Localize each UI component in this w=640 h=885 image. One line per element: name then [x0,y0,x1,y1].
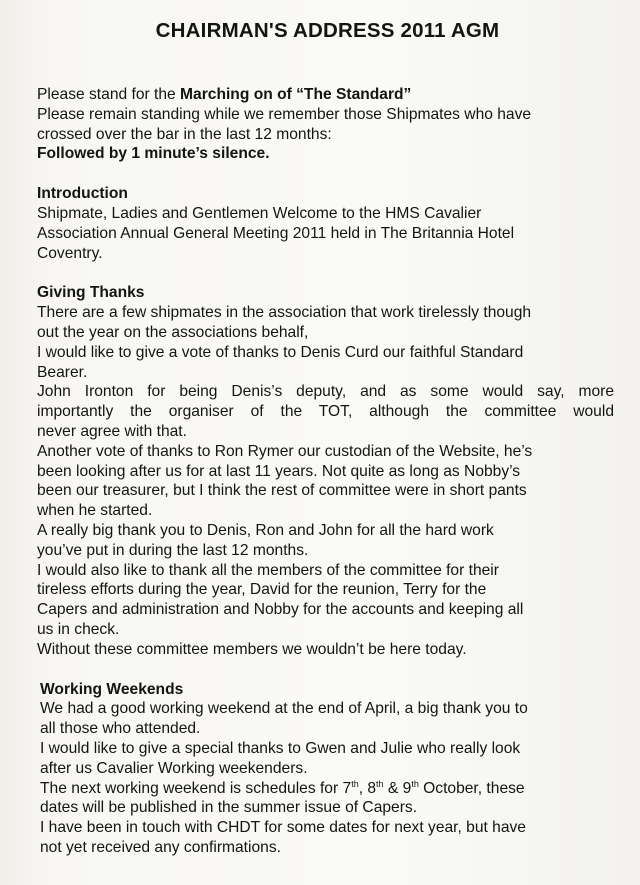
working-weekends-section [37,680,614,858]
opening-line-1-text: Please stand for the [37,86,181,103]
introduction-section [37,184,614,263]
working-weekends-heading: Working Weekends [40,680,184,698]
working-weekends-line: I would like to give a special thanks to Gwen and Julie who really look [40,739,521,757]
giving-thanks-line: I would also like to thank all the members of the committee for their [37,561,499,579]
dates-line-mid: , 8 [358,779,377,797]
giving-thanks-line: when he started. [37,502,153,520]
ordinal-suffix: th [411,778,419,789]
giving-thanks-line: out the year on the associations behalf, [37,323,309,341]
ordinal-suffix: th [376,778,384,789]
opening-section [37,85,614,164]
giving-thanks-line: Capers and administration and Nobby for the accounts and keeping all [37,601,524,619]
page-title: CHAIRMAN'S ADDRESS 2011 AGM [155,19,500,42]
introduction-heading: Introduction [37,185,128,203]
giving-thanks-line: A really big thank you to Denis, Ron and John for all the hard work [37,521,494,539]
opening-line-4-bold: Followed by 1 minute’s silence. [37,145,270,163]
giving-thanks-line: Another vote of thanks to Ron Rymer our custodian of the Website, he’s [37,442,533,460]
dates-line-mid: & 9 [383,779,412,797]
opening-line-2: Please remain standing while we remember those Shipmates who have [37,105,532,123]
dates-line-suffix: October, these [418,779,525,797]
giving-thanks-section [37,283,614,659]
working-weekends-line: I have been in touch with CHDT for some dates for next year, but have [40,819,526,837]
giving-thanks-line: been looking after us for at last 11 years. Not quite as long as Nobby’s [37,462,521,480]
working-weekends-line: all those who attended. [40,720,201,738]
opening-line-4 [37,144,614,164]
section-gap [37,263,614,283]
giving-thanks-line: you’ve put in during the last 12 months. [37,541,309,559]
ordinal-suffix: th [351,778,359,789]
working-weekends-line: after us Cavalier Working weekenders. [40,759,308,777]
dates-line-prefix: The next working weekend is schedules for 7 [40,779,352,797]
introduction-line: Association Annual General Meeting 2011 held in The Britannia Hotel [37,224,515,242]
giving-thanks-line: importantly the organiser of the TOT, although the committee would [37,403,614,421]
giving-thanks-line: John Ironton for being Denis’s deputy, and as some would say, more [37,383,614,401]
section-gap [37,164,614,184]
opening-line-1 [37,85,614,105]
introduction-line: Shipmate, Ladies and Gentlemen Welcome to the HMS Cavalier [37,204,482,222]
giving-thanks-line: There are a few shipmates in the association that work tirelessly though [37,304,532,322]
working-weekends-line: not yet received any confirmations. [40,838,281,856]
working-weekends-line: dates will be published in the summer issue of Capers. [40,799,418,817]
giving-thanks-line: been our treasurer, but I think the rest of committee were in short pants [37,482,527,500]
working-weekends-line: We had a good working weekend at the end of April, a big thank you to [40,700,528,718]
opening-line-1-bold: Marching on of “The Standard” [180,86,412,103]
introduction-line: Coventry. [37,244,103,262]
giving-thanks-line: tireless efforts during the year, David for the reunion, Terry for the [37,581,487,599]
working-weekends-dates-line [40,779,614,799]
giving-thanks-line: Without these committee members we wouldn’t be here today. [37,640,467,658]
giving-thanks-line: us in check. [37,620,120,638]
giving-thanks-heading: Giving Thanks [37,284,145,302]
section-gap [37,660,614,680]
opening-line-3: crossed over the bar in the last 12 months: [37,125,332,143]
giving-thanks-line: I would like to give a vote of thanks to Denis Curd our faithful Standard [37,343,524,361]
giving-thanks-line: never agree with that. [37,422,187,440]
giving-thanks-line: Bearer. [37,363,88,381]
